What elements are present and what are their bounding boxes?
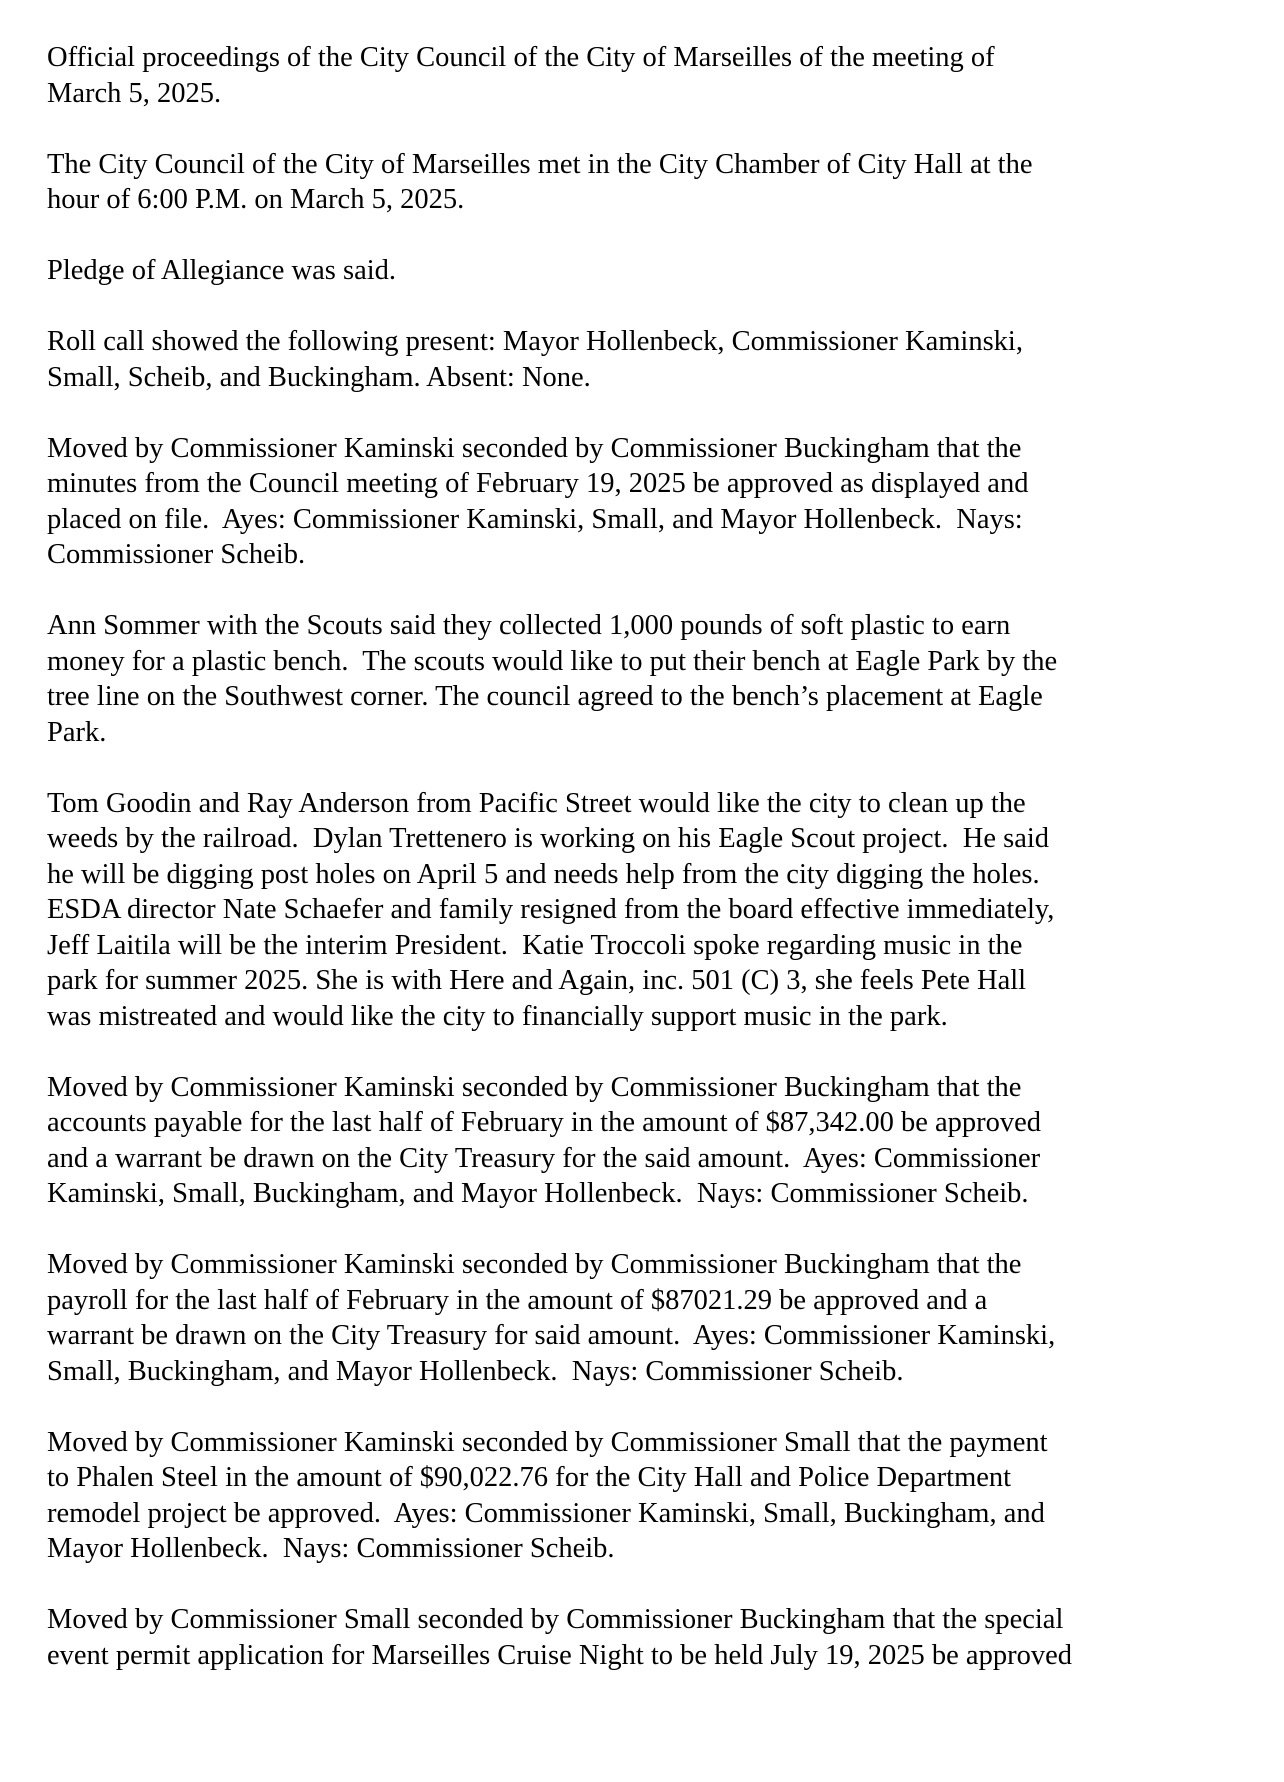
text-line: Moved by Commissioner Small seconded by Commissioner Buckingham that the special (47, 1604, 1064, 1635)
text-line: Official proceedings of the City Council of the City of Marseilles of the meeting of (47, 42, 995, 73)
text-line: The City Council of the City of Marseilles met in the City Chamber of City Hall at the (47, 148, 1033, 180)
text-line: Jeff Laitila will be the interim President. Katie Troccoli spoke regarding music in the (47, 929, 1023, 961)
text-line: Pledge of Allegiance was said. (47, 255, 397, 286)
text-line: Moved by Commissioner Kaminski seconded by Commissioner Small that the payment (47, 1426, 1048, 1458)
text-line: and a warrant be drawn on the City Treasury for the said amount. Ayes: Commissioner (47, 1142, 1041, 1174)
text-line: he will be digging post holes on April 5 and needs help from the city digging the holes. (47, 858, 1040, 890)
text-line: Commissioner Scheib. (47, 539, 306, 570)
text-line: Moved by Commissioner Kaminski seconded by Commissioner Buckingham that the (47, 1249, 1022, 1280)
text-line: Tom Goodin and Ray Anderson from Pacific Street would like the city to clean up the (47, 787, 1026, 819)
text-line: money for a plastic bench. The scouts would like to put their bench at Eagle Park by the (47, 645, 1058, 677)
text-line: Kaminski, Small, Buckingham, and Mayor Hollenbeck. Nays: Commissioner Scheib. (47, 1178, 1029, 1209)
text-line: accounts payable for the last half of February in the amount of $87,342.00 be approved (47, 1107, 1042, 1138)
paragraph-meeting-time (47, 147, 1267, 218)
text-line: park for summer 2025. She is with Here and Again, inc. 501 (C) 3, she feels Pete Hall (47, 965, 1027, 996)
text-line: Small, Buckingham, and Mayor Hollenbeck. Nays: Commissioner Scheib. (47, 1355, 904, 1387)
text-line: Ann Sommer with the Scouts said they collected 1,000 pounds of soft plastic to earn (47, 610, 1011, 641)
text-line: Small, Scheib, and Buckingham. Absent: None. (47, 361, 591, 393)
text-line: Mayor Hollenbeck. Nays: Commissioner Scheib. (47, 1533, 615, 1564)
text-line: tree line on the Southwest corner. The council agreed to the bench’s placement at Eagle (47, 681, 1043, 712)
paragraph-scouts-bench (47, 608, 1267, 750)
document-page (47, 40, 1267, 1709)
text-line: ESDA director Nate Schaefer and family resigned from the board effective immediately, (47, 894, 1055, 925)
text-line: minutes from the Council meeting of February 19, 2025 be approved as displayed and (47, 468, 1029, 499)
paragraph-minutes-motion (47, 431, 1267, 573)
paragraph-cruise-night-motion (47, 1602, 1267, 1673)
text-line: event permit application for Marseilles Cruise Night to be held July 19, 2025 be approved (47, 1639, 1072, 1671)
text-line: weeds by the railroad. Dylan Trettenero is working on his Eagle Scout project. He said (47, 823, 1050, 854)
paragraph-public-comments (47, 786, 1267, 1035)
text-line: Park. (47, 716, 107, 748)
text-line: Roll call showed the following present: Mayor Hollenbeck, Commissioner Kaminski, (47, 326, 1023, 357)
text-line: Moved by Commissioner Kaminski seconded by Commissioner Buckingham that the (47, 1071, 1022, 1103)
text-line: hour of 6:00 P.M. on March 5, 2025. (47, 184, 465, 215)
paragraph-roll-call (47, 324, 1267, 395)
text-line: was mistreated and would like the city to financially support music in the park. (47, 1000, 948, 1032)
paragraph-phalen-steel-motion (47, 1425, 1267, 1567)
text-line: remodel project be approved. Ayes: Commissioner Kaminski, Small, Buckingham, and (47, 1497, 1045, 1529)
text-line: Moved by Commissioner Kaminski seconded by Commissioner Buckingham that the (47, 432, 1022, 464)
text-line: warrant be drawn on the City Treasury for said amount. Ayes: Commissioner Kaminski, (47, 1320, 1056, 1351)
text-line: payroll for the last half of February in the amount of $87021.29 be approved and a (47, 1284, 988, 1316)
text-line: to Phalen Steel in the amount of $90,022.76 for the City Hall and Police Department (47, 1462, 1012, 1493)
paragraph-accounts-payable-motion (47, 1070, 1267, 1212)
paragraph-payroll-motion (47, 1247, 1267, 1389)
text-line: March 5, 2025. (47, 77, 222, 109)
paragraph-intro (47, 40, 1267, 111)
paragraph-pledge (47, 253, 1267, 289)
text-line: placed on file. Ayes: Commissioner Kaminski, Small, and Mayor Hollenbeck. Nays: (47, 503, 1023, 535)
